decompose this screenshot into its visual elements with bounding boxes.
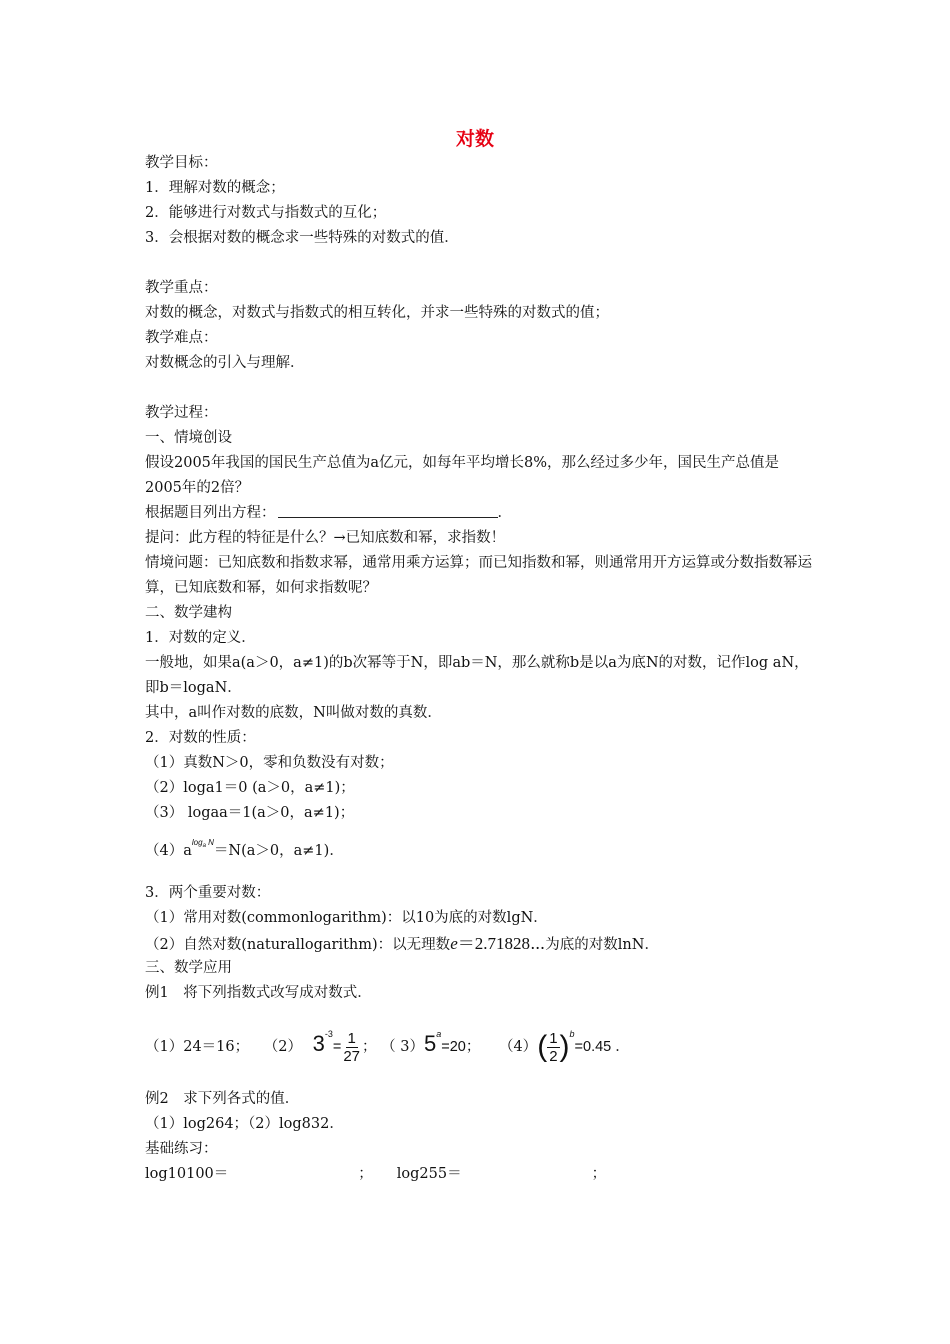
property4-prefix: （4）a xyxy=(145,843,192,859)
example1-heading: 例1 将下列指数式改写成对数式． xyxy=(145,985,372,1001)
example2-items: （1）log264；（2）log832． xyxy=(145,1116,344,1132)
example1-part2-end: ； xyxy=(362,1039,377,1055)
definition-note: 其中，a叫作对数的底数，N叫做对数的真数． xyxy=(145,705,442,721)
equation-prompt: 根据题目列出方程： xyxy=(145,505,276,521)
goal-item: 1．理解对数的概念； xyxy=(145,180,285,196)
section1-heading: 一、情境创设 xyxy=(145,430,232,446)
property-item-4 xyxy=(145,826,815,859)
example1-part4-label: （4） xyxy=(498,1039,538,1055)
goals-heading: 教学目标： xyxy=(145,155,218,171)
fraction-numerator: 1 xyxy=(347,1029,356,1047)
right-paren-icon: ) xyxy=(559,1030,570,1063)
practice-separator: ； xyxy=(358,1166,373,1182)
practice-item-2: log255＝ xyxy=(396,1166,462,1182)
scenario-problem: 假设2005年我国的国民生产总值为a亿元，如每年平均增长8%，那么经过多少年，国民生产总值是2005年的2倍？ xyxy=(145,455,780,496)
example1-part4-end: ． xyxy=(615,1039,630,1055)
section2-heading: 二、数学建构 xyxy=(145,605,232,621)
equation-end: ． xyxy=(497,505,512,521)
example1-part2-exponent: -3 xyxy=(324,1029,333,1039)
definition-text: 一般地，如果a(a＞0，a≠1)的b次幂等于N，即ab＝N，那么就称b是以a为底N的对数，记作log aN，即b＝logaN． xyxy=(145,655,809,696)
scenario-question: 情境问题：已知底数和指数求幂，通常用乘方运算；而已知指数和幂，则通常用开方运算或分数指数幂运算，已知底数和幂，如何求指数呢？ xyxy=(145,555,812,596)
example1-part1: （1）24＝16； xyxy=(145,1039,250,1055)
example1-part2-base: 3 xyxy=(312,1031,325,1056)
example1-part2-label: （2） xyxy=(263,1039,302,1055)
key-points-text: 对数的概念，对数式与指数式的相互转化，并求一些特殊的对数式的值； xyxy=(145,305,609,321)
spacer xyxy=(145,856,815,881)
example1-items xyxy=(145,1006,815,1065)
spacer xyxy=(145,376,815,401)
left-paren-icon: ( xyxy=(537,1030,548,1063)
natural-e-value: ＝2.71828⋯ xyxy=(457,934,546,953)
example1-part3-exponent: a xyxy=(436,1029,442,1039)
example1-part3-base: 5 xyxy=(423,1031,437,1056)
goal-item: 3．会根据对数的概念求一些特殊的对数式的值． xyxy=(145,230,459,246)
example1-part3-label: （ 3） xyxy=(381,1039,424,1055)
key-points-heading: 教学重点： xyxy=(145,280,218,296)
practice-item-1: log10100＝ xyxy=(145,1166,229,1182)
goal-item: 2．能够进行对数式与指数式的互化； xyxy=(145,205,387,221)
property4-exp-base: a xyxy=(202,843,206,849)
spacer xyxy=(145,251,815,276)
equation-prompt-line xyxy=(145,501,815,526)
important-logs-heading: 3．两个重要对数： xyxy=(145,885,271,901)
practice-end: ； xyxy=(591,1166,607,1182)
natural-log-suffix: 为底的对数lnN． xyxy=(545,937,659,953)
property-item: （3） logaa＝1(a＞0，a≠1)； xyxy=(145,805,355,821)
question-text: 提问：此方程的特征是什么？→已知底数和幂，求指数！ xyxy=(145,530,506,546)
property4-suffix: ＝N(a＞0，a≠1)． xyxy=(213,843,344,859)
property4-exp-log: log xyxy=(191,838,203,847)
natural-log-prefix: （2）自然对数(naturallogarithm)：以无理数 xyxy=(145,937,451,953)
page-title: 对数 xyxy=(455,128,494,150)
example1-part4-equals: =0.45 xyxy=(574,1039,612,1055)
document-body xyxy=(145,151,815,1187)
property4-exp-n: N xyxy=(208,838,214,847)
process-heading: 教学过程： xyxy=(145,405,218,421)
natural-e-symbol: e xyxy=(450,934,458,953)
fraction-denominator: 27 xyxy=(343,1047,361,1065)
difficulty-heading: 教学难点： xyxy=(145,330,218,346)
fraction-numerator: 1 xyxy=(549,1029,558,1047)
property4-exponent xyxy=(192,838,214,847)
example1-part3-equals: =20 xyxy=(441,1039,466,1055)
definition-heading: 1．对数的定义． xyxy=(145,630,256,646)
example2-heading: 例2 求下列各式的值． xyxy=(145,1091,300,1107)
section3-heading: 三、数学应用 xyxy=(145,960,232,976)
spacer xyxy=(145,1062,815,1087)
practice-line xyxy=(145,1162,815,1187)
example1-part3-end: ； xyxy=(465,1039,481,1055)
common-log: （1）常用对数(commonlogarithm)：以10为底的对数lgN． xyxy=(145,910,548,926)
natural-log-line xyxy=(145,931,815,956)
example1-part2-equals: = xyxy=(332,1039,342,1055)
practice-heading: 基础练习： xyxy=(145,1141,218,1157)
example1-part2-fraction xyxy=(343,1030,360,1065)
properties-heading: 2．对数的性质： xyxy=(145,730,256,746)
example1-part4-exponent: b xyxy=(569,1029,575,1039)
example1-part4-fraction xyxy=(547,1030,559,1065)
property-item: （2）loga1＝0 (a＞0，a≠1)； xyxy=(145,780,355,796)
equation-blank xyxy=(278,502,498,518)
property-item: （1）真数N＞0，零和负数没有对数； xyxy=(145,755,394,771)
fraction-denominator: 2 xyxy=(549,1047,558,1065)
difficulty-text: 对数概念的引入与理解． xyxy=(145,355,305,371)
